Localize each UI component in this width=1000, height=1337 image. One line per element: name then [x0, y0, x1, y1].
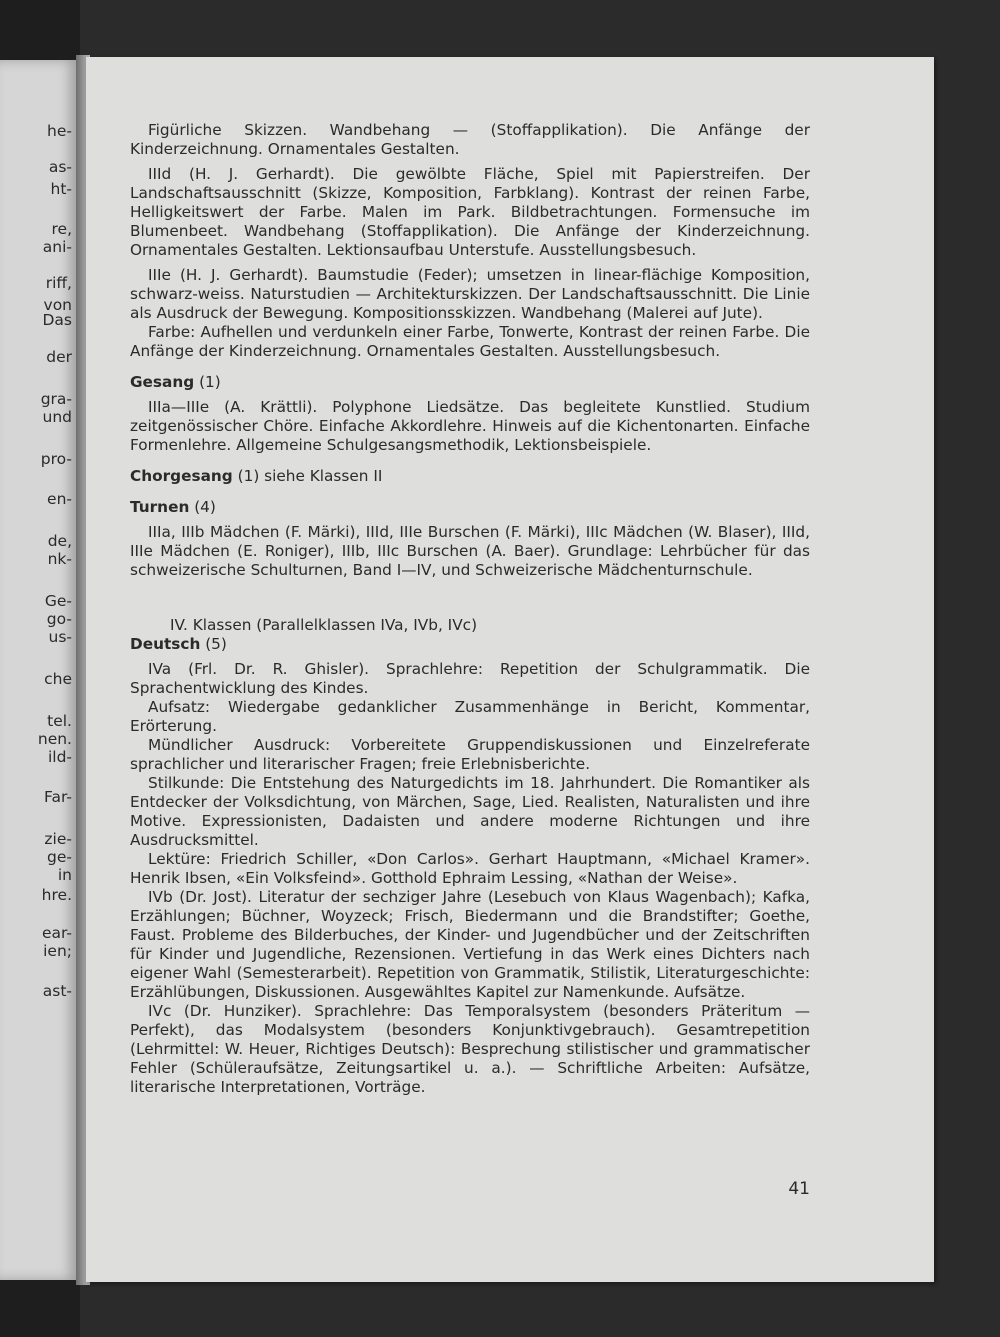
previous-page-text-fragment: hre.: [41, 886, 72, 904]
previous-page-text-fragment: tel.: [47, 712, 72, 730]
subject-title: Chorgesang: [130, 467, 233, 485]
previous-page-text-fragment: pro-: [40, 450, 72, 468]
previous-page-text-fragment: von: [43, 296, 72, 314]
previous-page-text-fragment: ear-: [41, 924, 72, 942]
subject-heading-turnen: [130, 498, 810, 517]
subject-title: Turnen: [130, 498, 190, 516]
paragraph: Aufsatz: Wiedergabe gedanklicher Zusammenhänge in Bericht, Kommentar, Erörterung.: [130, 698, 810, 735]
subject-heading-chorgesang: [130, 467, 810, 486]
previous-page-text-fragment: he-: [47, 122, 72, 140]
subject-hours: (4): [194, 498, 216, 516]
paragraph: IIIe (H. J. Gerhardt). Baumstudie (Feder); umsetzen in linear-flächige Komposition, schwarz-weiss. Naturstudien — Architekturskizzen. Der Landschaftsausschnitt. Die Linie als Ausdruck der Bewegung. Kompositionsskizzen. Wandbehang (Malerei auf Jute).: [130, 266, 810, 322]
paragraph: IIIa—IIIe (A. Krättli). Polyphone Liedsätze. Das begleitete Kunstlied. Studium zeitgenössischer Chöre. Einfache Akkordlehre. Hinweis auf die Kichentonarten. Einfache Formenlehre. Allgemeine Schulgesangsmethodik, Lektionsbeispiele.: [130, 398, 810, 454]
previous-page-text-fragment: zie-: [44, 830, 72, 848]
paragraph: IIIa, IIIb Mädchen (F. Märki), IIId, IIIe Burschen (F. Märki), IIIc Mädchen (W. Blaser), IIId, IIIe Mädchen (E. Roniger), IIIb, IIIc Burschen (A. Baer). Grundlage: Lehrbücher für das schweizerische Schulturnen, Band I—IV, und Schweizerische Mädchenturnschule.: [130, 523, 810, 579]
previous-page-text-fragment: in: [57, 866, 72, 884]
previous-page-text-fragment: der: [46, 348, 72, 366]
previous-page-text-fragment: en-: [47, 490, 72, 508]
subject-heading-gesang: [130, 373, 810, 392]
previous-page-edge: [0, 60, 78, 1280]
previous-page-text-fragment: riff,: [45, 274, 72, 292]
previous-page-text-fragment: de,: [47, 532, 72, 550]
previous-page-text-fragment: nk-: [47, 550, 72, 568]
previous-page-text-fragment: ast-: [42, 982, 72, 1000]
paragraph: IIId (H. J. Gerhardt). Die gewölbte Fläche, Spiel mit Papierstreifen. Der Landschaftsausschnitt (Skizze, Komposition, Farbklang). Kontrast der reinen Farbe, Helligkeitswert der Farbe. Malen im Park. Bildbetrachtungen. Formensuche im Blumenbeet. Wandbehang (Stoffapplikation). Die Anfänge der Kinderzeichnung. Ornamentales Gestalten. Lektionsaufbau Unterstufe. Ausstellungsbesuch.: [130, 165, 810, 259]
subject-hours: (1) siehe Klassen II: [237, 467, 383, 485]
subject-title: Deutsch: [130, 635, 201, 653]
paragraph: IVc (Dr. Hunziker). Sprachlehre: Das Temporalsystem (besonders Präteritum — Perfekt), das Modalsystem (besonders Konjunktivgebrauch). Gesamtrepetition (Lehrmittel: W. Heuer, Richtiges Deutsch): Besprechung stilistischer und grammatischer Fehler (Schüleraufsätze, Zeitungsartikel u. a.). — Schriftliche Arbeiten: Aufsätze, literarische Interpretationen, Vorträge.: [130, 1002, 810, 1096]
paragraph: Farbe: Aufhellen und verdunkeln einer Farbe, Tonwerte, Kontrast der reinen Farbe. Die Anfänge der Kinderzeichnung. Ornamentales Gestalten. Ausstellungsbesuch.: [130, 323, 810, 360]
previous-page-text-fragment: ild-: [47, 748, 72, 766]
paragraph: Lektüre: Friedrich Schiller, «Don Carlos». Gerhart Hauptmann, «Michael Kramer». Henrik Ibsen, «Ein Volksfeind». Gotthold Ephraim Lessing, «Nathan der Weise».: [130, 850, 810, 887]
paragraph: IVb (Dr. Jost). Literatur der sechziger Jahre (Lesebuch von Klaus Wagenbach); Kafka, Erzählungen; Büchner, Woyzeck; Frisch, Biedermann und die Brandstifter; Goethe, Faust. Probleme des Bilderbuches, der Kinder- und Jugendbücher und der Zeitschriften für Kinder und Jugendliche, Rezensionen. Vertiefung in das Werk eines Dichters nach eigener Wahl (Semesterarbeit). Repetition von Grammatik, Stilistik, Literaturgeschichte: Erzählübungen, Diskussionen. Ausgewähltes Kapitel zur Namenkunde. Aufsätze.: [130, 888, 810, 1001]
previous-page-text-fragment: re,: [51, 220, 72, 238]
previous-page-text-fragment: us-: [48, 628, 72, 646]
subject-title: Gesang: [130, 373, 195, 391]
paragraph: Stilkunde: Die Entstehung des Naturgedichts im 18. Jahrhundert. Die Romantiker als Entdecker der Volksdichtung, von Märchen, Sage, Lied. Realisten, Naturalisten und ihre Motive. Expressionisten, Dadaisten und andere moderne Richtungen und ihre Ausdrucksmittel.: [130, 774, 810, 849]
previous-page-text-fragment: und: [42, 408, 72, 426]
previous-page-text-fragment: ht-: [50, 180, 72, 198]
previous-page-text-fragment: che: [44, 670, 72, 688]
previous-page-text-fragment: Das: [42, 311, 72, 329]
document-page: [86, 57, 934, 1282]
previous-page-text-fragment: gra-: [40, 390, 72, 408]
previous-page-text-fragment: ge-: [47, 848, 72, 866]
previous-page-text-fragment: nen.: [37, 730, 72, 748]
previous-page-text-fragment: as-: [48, 158, 72, 176]
paragraph: Mündlicher Ausdruck: Vorbereitete Gruppendiskussionen und Einzelreferate sprachlicher und literarischer Fragen; freie Erlebnisberichte.: [130, 736, 810, 773]
subject-hours: (5): [205, 635, 227, 653]
previous-page-text-fragment: ani-: [42, 238, 72, 256]
section-title: IV. Klassen (Parallelklassen IVa, IVb, IVc): [170, 616, 478, 634]
previous-page-text-fragment: Far-: [44, 788, 72, 806]
page-number: 41: [788, 1179, 810, 1199]
subject-heading-deutsch: [130, 635, 810, 654]
previous-page-text-fragment: ien;: [43, 942, 72, 960]
paragraph: Figürliche Skizzen. Wandbehang — (Stoffapplikation). Die Anfänge der Kinderzeichnung. Ornamentales Gestalten.: [130, 121, 810, 158]
previous-page-text-fragment: go-: [46, 610, 72, 628]
page-body: [130, 121, 810, 1097]
subject-hours: (1): [199, 373, 221, 391]
previous-page-text-fragment: Ge-: [44, 592, 72, 610]
paragraph: IVa (Frl. Dr. R. Ghisler). Sprachlehre: Repetition der Schulgrammatik. Die Sprachentwicklung des Kindes.: [130, 660, 810, 697]
